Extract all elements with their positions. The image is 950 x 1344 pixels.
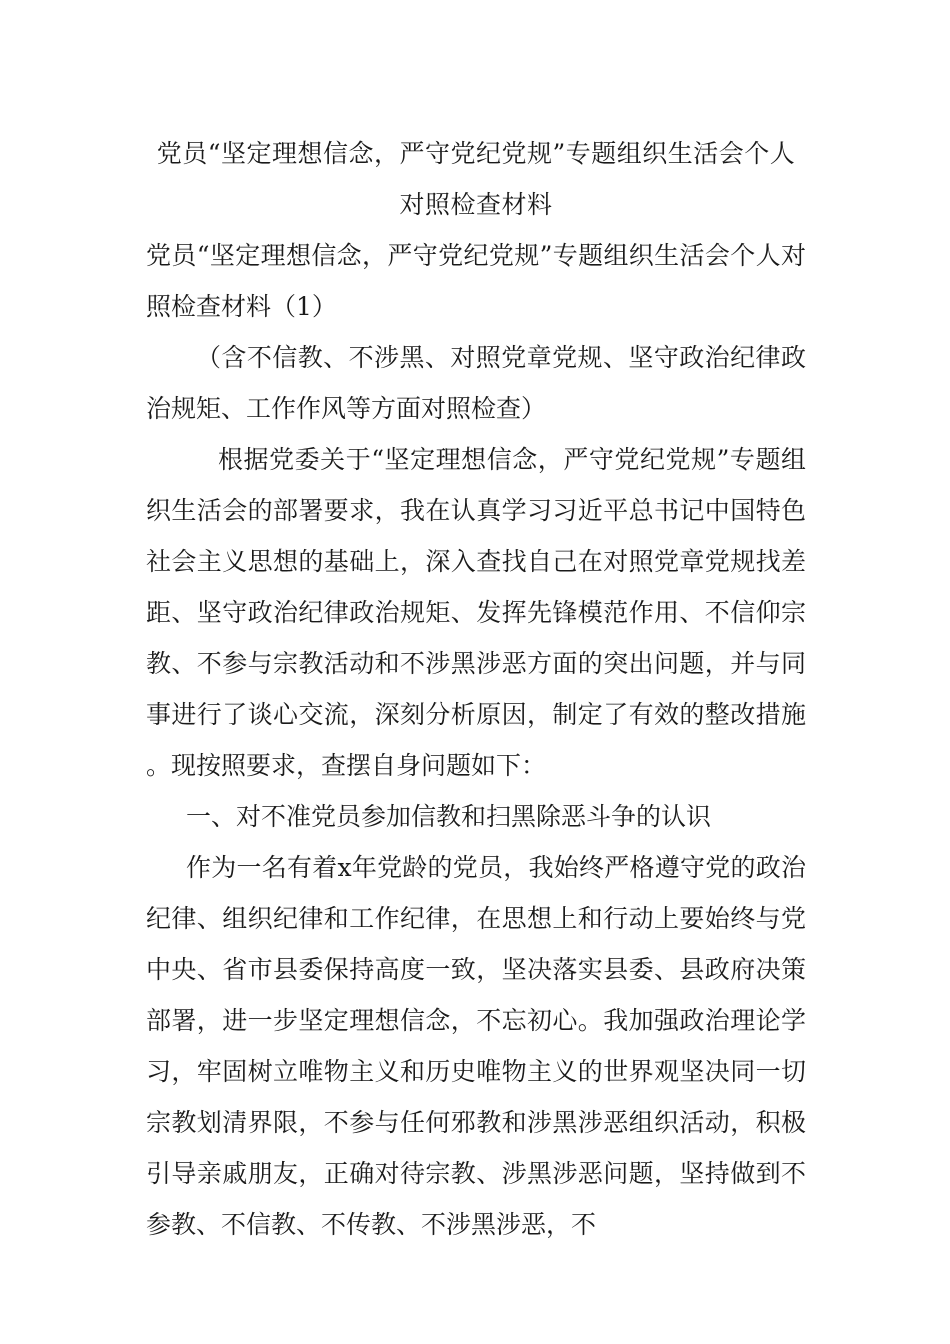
document-title: 党员“坚定理想信念，严守党纪党规”专题组织生活会个人对照检查材料 xyxy=(156,139,796,219)
scope-note: （含不信教、不涉黑、对照党章党规、坚守政治纪律政治规矩、工作作风等方面对照检查） xyxy=(146,343,806,423)
document-body xyxy=(146,128,806,1250)
intro-paragraph: 根据党委关于“坚定理想信念，严守党纪党规”专题组织生活会的部署要求，我在认真学习习近平总书记中国特色社会主义思想的基础上，深入查找自己在对照党章党规找差距、坚守政治纪律政治规矩、发挥先锋模范作用、不信仰宗教、不参与宗教活动和不涉黑涉恶方面的突出问题，并与同事进行了谈心交流，深刻分析原因，制定了有效的整改措施。现按照要求，查摆自身问题如下： xyxy=(146,445,806,780)
section-heading-1: 一、对不准党员参加信教和扫黑除恶斗争的认识 xyxy=(186,802,712,831)
body-paragraph: 作为一名有着x年党龄的党员，我始终严格遵守党的政治纪律、组织纪律和工作纪律，在思想上和行动上要始终与党中央、省市县委保持高度一致，坚决落实县委、县政府决策部署，进一步坚定理想信念，不忘初心。我加强政治理论学习，牢固树立唯物主义和历史唯物主义的世界观坚决同一切宗教划清界限，不参与任何邪教和涉黑涉恶组织活动，积极引导亲戚朋友，正确对待宗教、涉黑涉恶问题，坚持做到不参教、不信教、不传教、不涉黑涉恶，不 xyxy=(146,853,806,1239)
document-subtitle: 党员“坚定理想信念，严守党纪党规”专题组织生活会个人对照检查材料（1） xyxy=(146,241,806,321)
